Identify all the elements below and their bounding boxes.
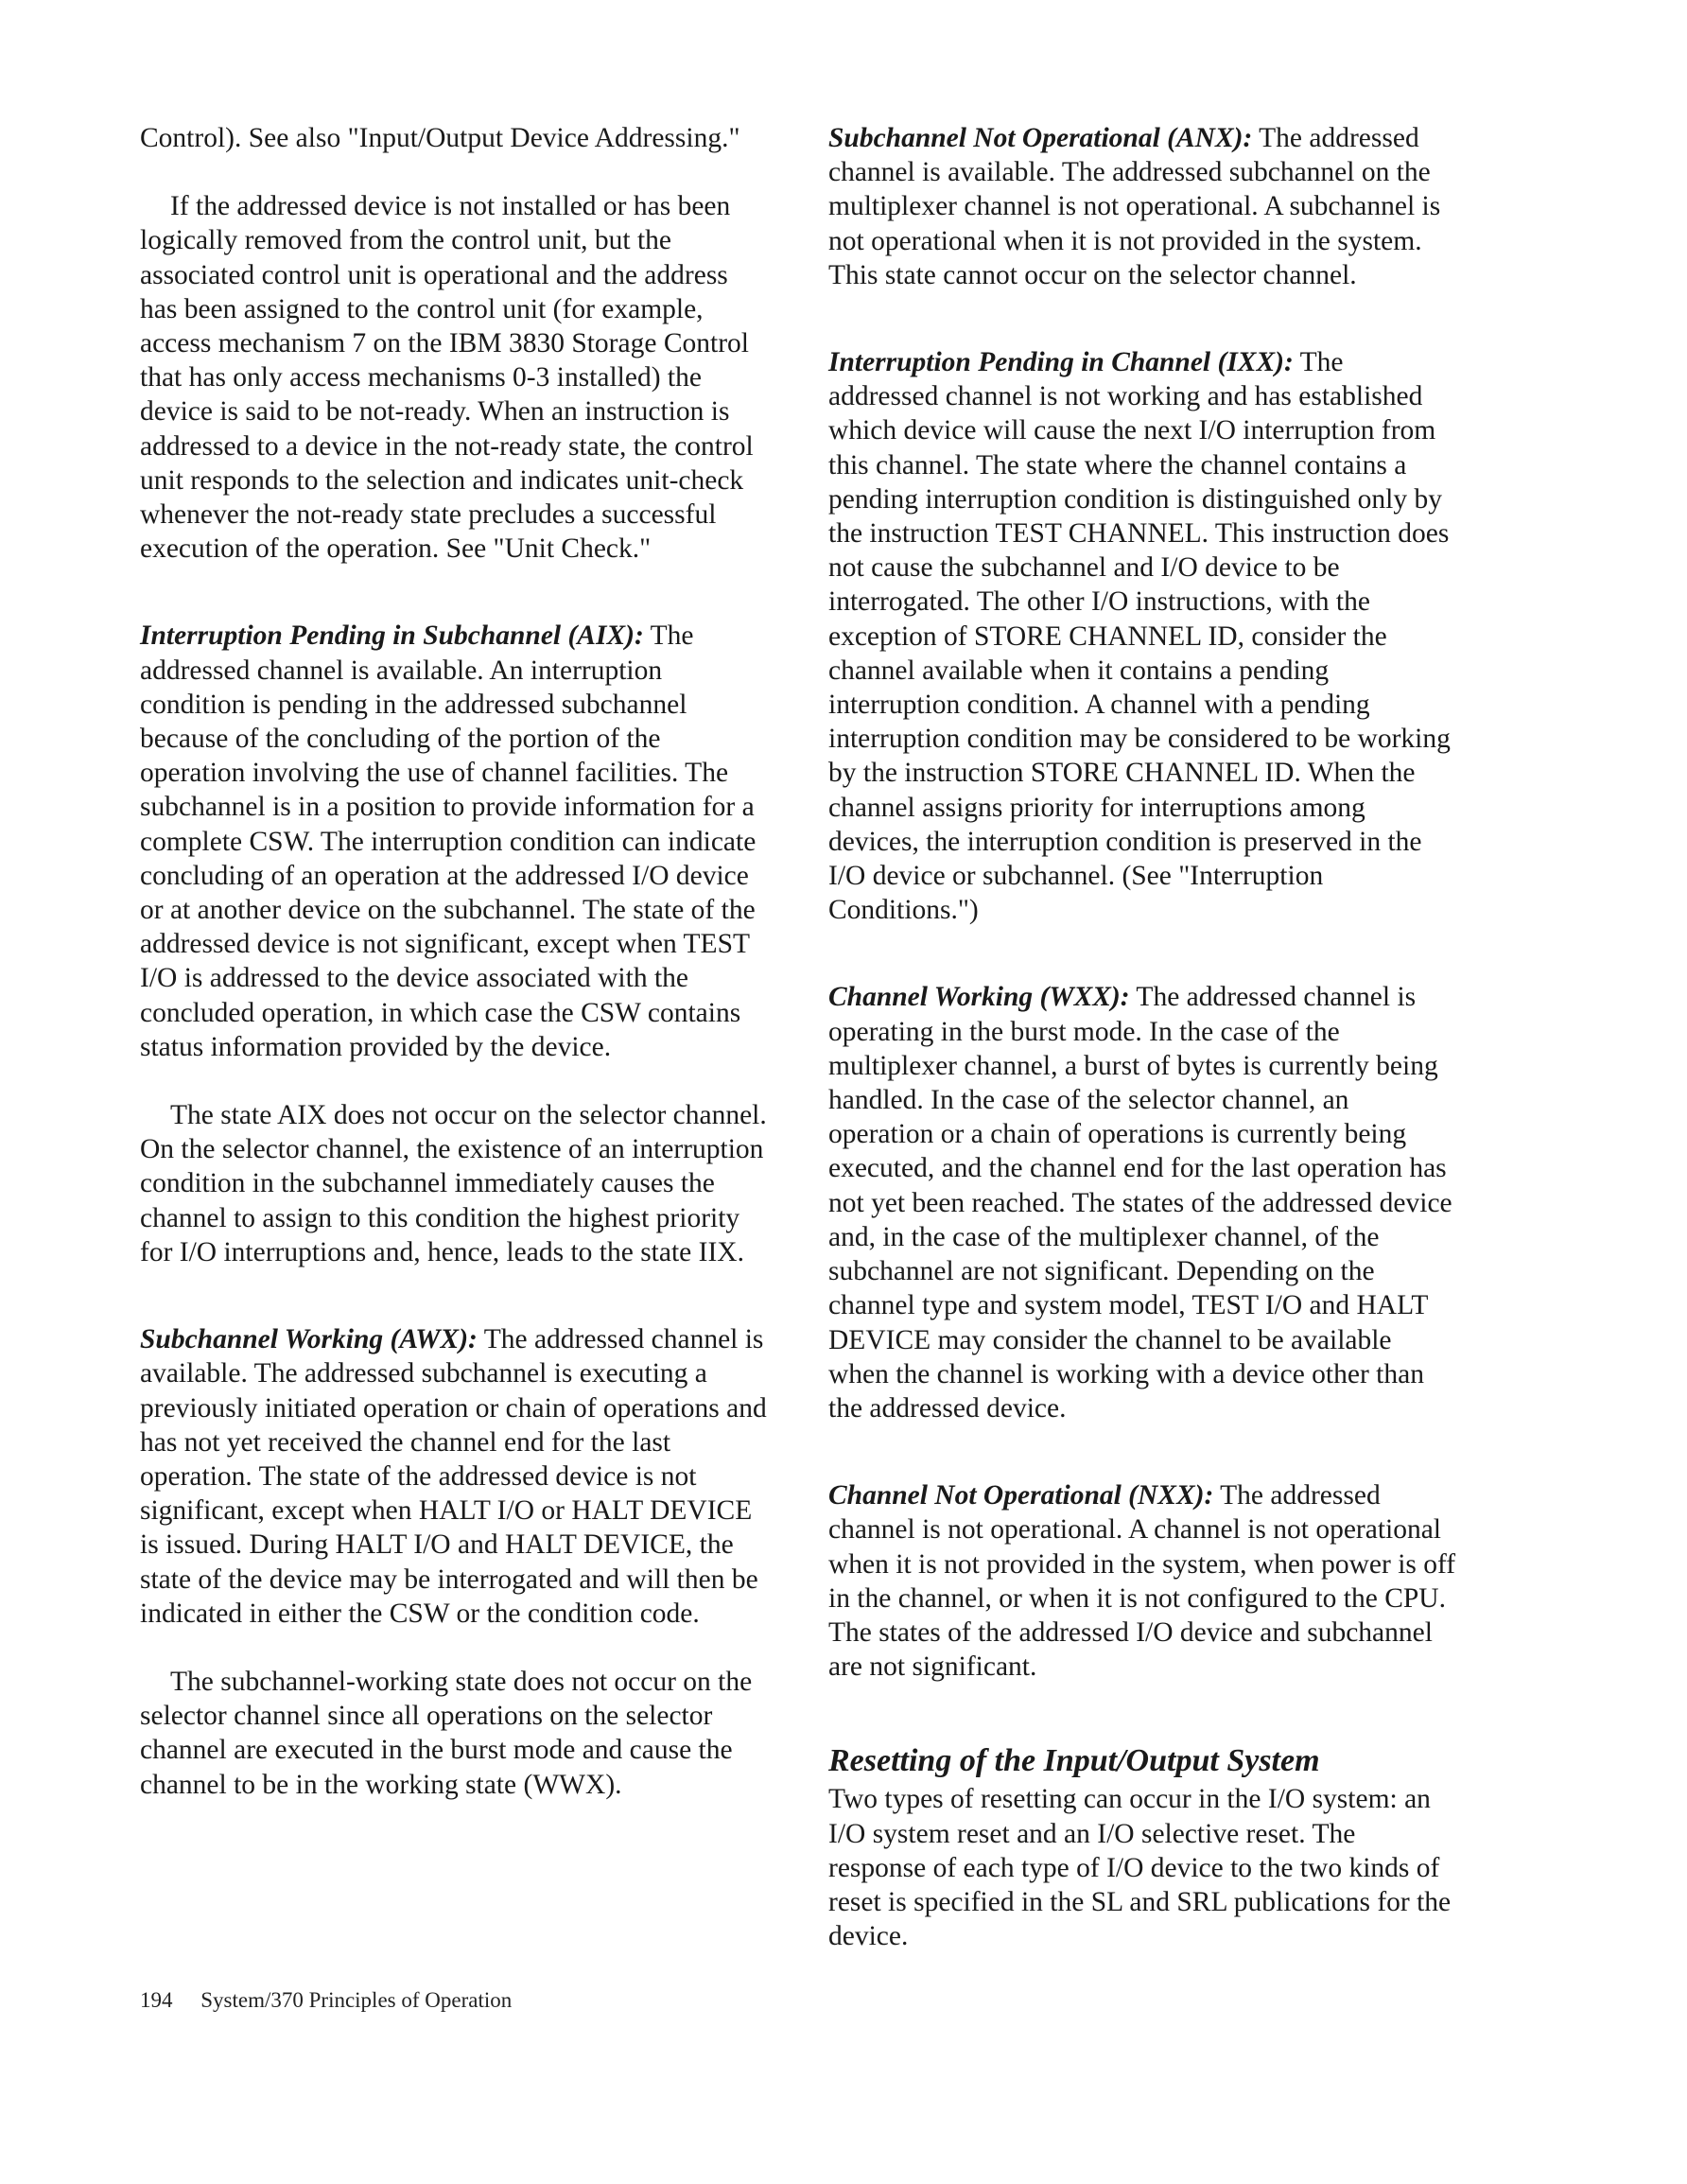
page-number: 194 [140,1988,173,2012]
paragraph-wxx [828,980,1457,1425]
aix-heading: Interruption Pending in Subchannel (AIX): [140,620,644,652]
anx-text: The addressed channel is available. The addressed subchannel on the multiplexer channel is not operational. A subchannel is not operational when it is not provided in the system. This state cannot occur on the selector channel. [828,123,1441,290]
paragraph-aix [140,619,769,1064]
nxx-heading: Channel Not Operational (NXX): [828,1480,1214,1511]
awx-text: The addressed channel is available. The addressed subchannel is executing a previously initiated operation or chain of operations and has not yet received the channel end for the last operation. The state of the addressed device is not significant, except when HALT I/O or HALT DEVICE is issued. During HALT I/O and HALT DEVICE, the state of the device may be interrogated and will then be indicated in either the CSW or the condition code. [140,1324,767,1629]
wxx-heading: Channel Working (WXX): [828,982,1130,1013]
ixx-text: The addressed channel is not working and has established which device will cause the next I/O interruption from this channel. The state where the channel contains a pending interruption condition is distinguished only by the instruction TEST CHANNEL. This instruction does not cause the subchannel and I/O device to be interrogated. The other I/O instructions, with the exception of STORE CHANNEL ID, consider the channel available when it contains a pending interruption condition. A channel with a pending interruption condition may be considered to be working by the instruction STORE CHANNEL ID. When the channel assigns priority for interruptions among devices, the interruption condition is preserved in the I/O device or subchannel. (See "Interruption Conditions.") [828,347,1451,926]
left-column [140,121,769,1802]
nxx-text: The addressed channel is not operational. A channel is not operational when it is not provided in the system, when power is off in the channel, or when it is not configured to the CPU. The states of the addressed I/O device and subchannel are not significant. [828,1480,1456,1683]
paragraph-continuation: Control). See also "Input/Output Device Addressing." [140,123,740,153]
paragraph-ixx [828,345,1457,927]
wxx-text: The addressed channel is operating in the burst mode. In the case of the multiplexer channel, a burst of bytes is currently being handled. In the case of the selector channel, an operation or a chain of operations is currently being executed, and the channel end for the last operation has not yet been reached. The states of the addressed device and, in the case of the multiplexer channel, of the subchannel are not significant. Depending on the channel type and system model, TEST I/O and HALT DEVICE may consider the channel to be available when the channel is working with a device other than the addressed device. [828,982,1452,1424]
anx-heading: Subchannel Not Operational (ANX): [828,123,1253,153]
paragraph-anx [828,121,1457,292]
paragraph-nxx [828,1478,1457,1684]
page-footer [140,1988,512,2013]
paragraph-resetting: Two types of resetting can occur in the I/O system: an I/O system reset and an I/O selective reset. The response of each type of I/O device to the two kinds of reset is specified in the SL and SRL publications for the device. [828,1784,1452,1952]
section-title: Resetting of the Input/Output System [828,1743,1320,1779]
paragraph-not-ready: If the addressed device is not installed or has been logically removed from the control unit, but the associated control unit is operational and the address has been assigned to the control unit (for example, access mechanism 7 on the IBM 3830 Storage Control that has only access mechanisms 0-3 installed) the device is said to be not-ready. When an instruction is addressed to a device in the not-ready state, the control unit responds to the selection and indicates unit-check whenever the not-ready state precludes a successful execution of the operation. See "Unit Check." [140,191,754,565]
ixx-heading: Interruption Pending in Channel (IXX): [828,347,1294,378]
aix-text: The addressed channel is available. An interruption condition is pending in the addressed subchannel because of the concluding of the portion of the operation involving the use of channel facilities. The subchannel is in a position to provide information for a complete CSW. The interruption condition can indicate concluding of an operation at the addressed I/O device or at another device on the subchannel. The state of the addressed device is not significant, except when TEST I/O is addressed to the device associated with the concluded operation, in which case the CSW contains status information provided by the device. [140,620,757,1062]
paragraph-awx-note: The subchannel-working state does not occur on the selector channel since all operations on the selector channel are executed in the burst mode and cause the channel to be in the working state (WWX). [140,1666,753,1800]
awx-heading: Subchannel Working (AWX): [140,1324,478,1355]
right-column [828,121,1457,1953]
paragraph-awx [140,1322,769,1631]
book-title: System/370 Principles of Operation [200,1988,513,2012]
paragraph-aix-note: The state AIX does not occur on the selector channel. On the selector channel, the existence of an interruption condition in the subchannel immediately causes the channel to assign to this condition the highest priority for I/O interruptions and, hence, leads to the state IIX. [140,1100,767,1267]
